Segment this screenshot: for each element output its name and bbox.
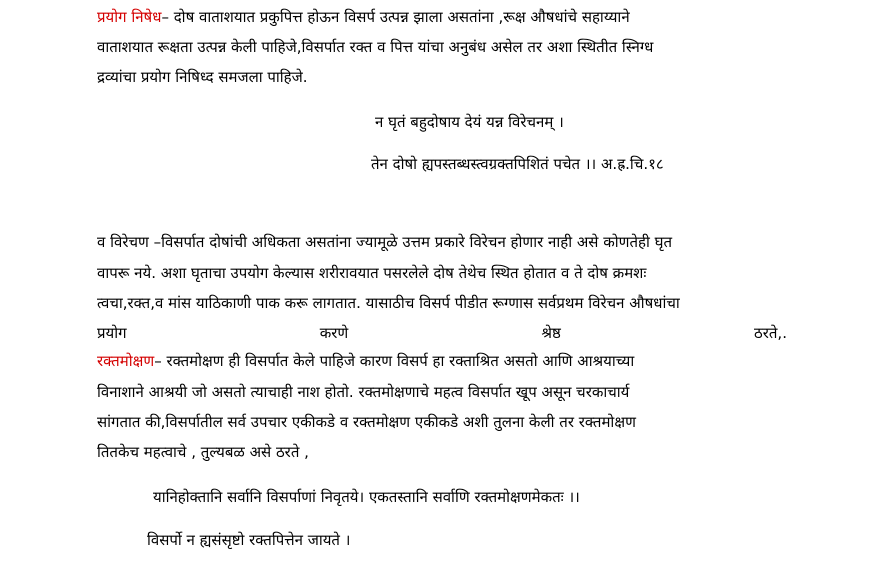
para3-line3: सांगतात की,विसर्पातील सर्व उपचार एकीकडे व रक्तमोक्षण एकीकडे अशी तुलना केली तर रक्तमोक्षण (97, 413, 636, 431)
verse1-line1: न घृतं बहुदोषाय देयं यन्न विरेचनम् । (375, 113, 564, 131)
heading-dash: – (154, 352, 162, 370)
verse1-line2: तेन दोषो ह्यपस्तब्धस्त्वग्रक्तपिशितं पचेत ।। अ.ह्र.चि.१८ (371, 155, 664, 173)
para3-text: रक्तमोक्षण ही विसर्पात केले पाहिजे कारण विसर्प हा रक्ताश्रित असतो आणि आश्रयाच्या (161, 352, 635, 370)
para2-word4: ठरते,. (754, 324, 787, 342)
para2-line3: त्वचा,रक्त,व मांस याठिकाणी पाक करू लागतात. यासाठीच विसर्प पीडीत रूग्णास सर्वप्रथम विरेचन औषधांचा (97, 294, 680, 312)
para2-line1: व विरेचण –विसर्पात दोषांची अधिकता असतांना ज्यामूळे उत्तम प्रकारे विरेचन होणार नाही असे कोणतेही घृत (97, 233, 673, 251)
heading-raktamokshan: रक्तमोक्षण (97, 352, 155, 370)
para2-word1: प्रयोग (97, 324, 127, 342)
para2-word3: श्रेष्ठ (541, 324, 561, 342)
para3-line4: तितकेच महत्वाचे , तुल्यबळ असे ठरते , (97, 443, 309, 461)
para1-text: दोष वाताशयात प्रकुपित्त होऊन विसर्प उत्पन्न झाला असतांना ,रूक्ष औषधांचे सहाय्याने (168, 8, 630, 26)
para3-line1 (97, 350, 634, 372)
heading-dash: – (161, 8, 169, 26)
para1-line1 (97, 6, 630, 28)
para2-line2: वापरू नये. अशा घृताचा उपयोग केल्यास शरीरावयात पसरलेले दोष तेथेच स्थित होतात व ते दोष क्रमशः (97, 264, 647, 282)
verse2-line2: विसर्पो न ह्यसंसृष्टो रक्तपित्तेन जायते । (147, 531, 351, 549)
heading-prayog-nishedh: प्रयोग निषेध (97, 8, 162, 26)
para1-line2: वाताशयात रूक्षता उत्पन्न केली पाहिजे,विसर्पात रक्त व पित्त यांचा अनुबंध असेल तर अशा स्थितीत स्निग्ध (97, 38, 654, 56)
para2-line4 (97, 322, 787, 344)
para2-word2: करणे (319, 324, 349, 342)
para1-line3: द्रव्यांचा प्रयोग निषिध्द समजला पाहिजे. (97, 68, 308, 86)
verse2-line1: यानिहोक्तानि सर्वानि विसर्पाणां निवृतये। एकतस्तानि सर्वाणि रक्तमोक्षणमेकतः ।। (153, 488, 580, 506)
para3-line2: विनाशाने आश्रयी जो असतो त्याचाही नाश होतो. रक्तमोक्षणाचे महत्व विसर्पात खूप असून चरकाचार्य (97, 383, 630, 401)
